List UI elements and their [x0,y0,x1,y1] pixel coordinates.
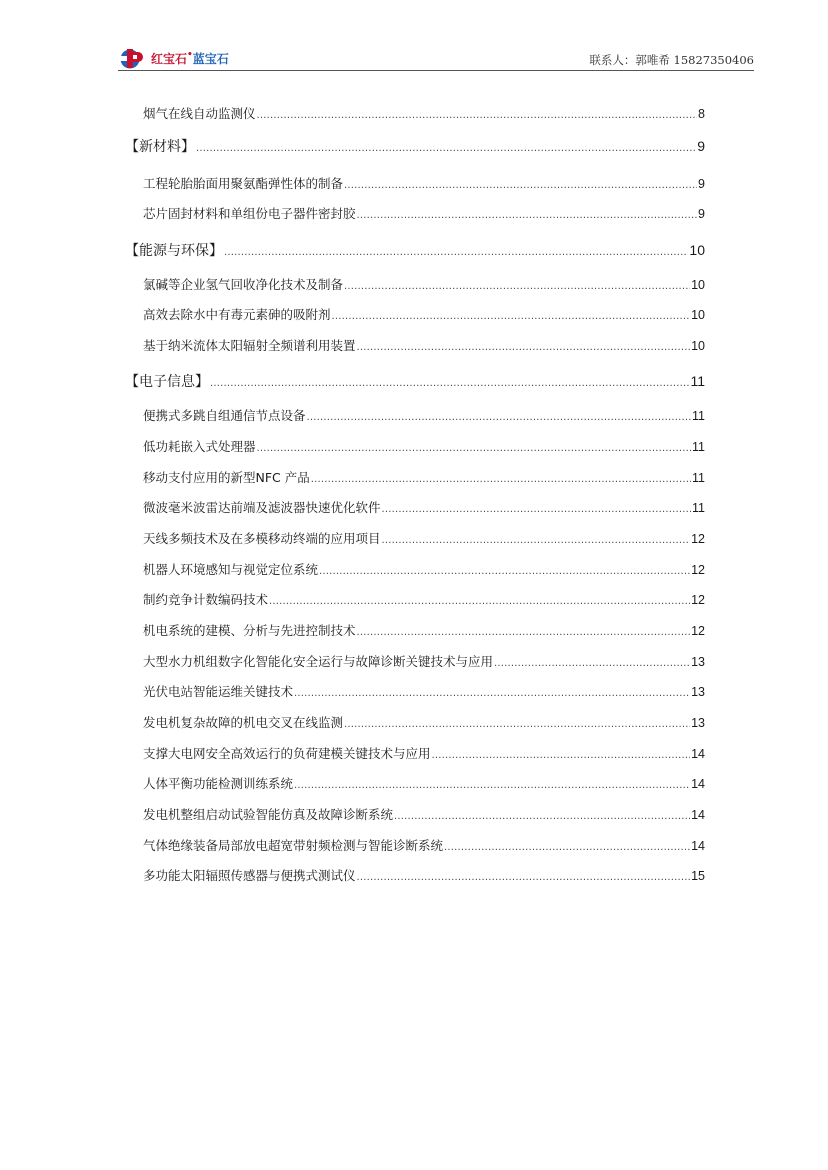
toc-page-number: 11 [692,501,705,515]
toc-page-number: 10 [689,242,705,258]
toc-page-number: 13 [691,716,705,730]
toc-page-number: 9 [698,177,705,191]
toc-leader-dots [344,281,690,292]
toc-entry[interactable] [125,275,705,293]
toc-page-number: 9 [697,138,705,154]
toc-entry[interactable] [125,744,705,762]
toc-entry[interactable] [125,104,705,122]
toc-title: 制约竞争计数编码技术 [143,592,269,607]
page-header [118,44,754,72]
toc-title: 【电子信息】 [125,374,209,390]
toc-title: 氯碱等企业氢气回收净化技术及制备 [143,277,344,292]
toc-page-number: 11 [692,440,705,454]
toc-title: 【能源与环保】 [125,243,223,259]
toc-leader-dots [294,780,690,791]
toc-entry[interactable] [125,652,705,670]
toc-title: 支撑大电网安全高效运行的负荷建模关键技术与应用 [143,746,431,761]
contact-info: 联系人：郭唯希 15827350406 [589,53,754,67]
toc-entry[interactable] [125,590,705,608]
toc-leader-dots [311,474,691,485]
logo-text-sapphire: 蓝宝石 [192,51,229,66]
toc-title: 光伏电站智能运维关键技术 [143,684,294,699]
toc-title: 多功能太阳辐照传感器与便携式测试仪 [143,868,356,883]
toc-leader-dots [319,566,690,577]
company-logo [118,46,229,70]
toc-leader-dots [382,504,692,515]
toc-page-number: 11 [690,373,705,389]
toc-leader-dots [357,210,698,221]
toc-leader-dots [307,412,692,423]
toc-page-number: 13 [691,685,705,699]
toc-leader-dots [257,110,698,121]
toc-entry[interactable] [125,468,705,486]
toc-leader-dots [357,872,691,883]
toc-entry[interactable] [125,836,705,854]
toc-title: 人体平衡功能检测训练系统 [143,776,294,791]
toc-page-number: 12 [691,593,705,607]
toc-leader-dots [196,143,696,154]
toc-page-number: 14 [691,839,705,853]
toc-title: 基于纳米流体太阳辐射全频谱利用装置 [143,338,356,353]
toc-title: 发电机复杂故障的机电交叉在线监测 [143,715,344,730]
toc-page-number: 15 [691,869,705,883]
toc-entry[interactable] [125,336,705,354]
toc-entry[interactable] [125,406,705,424]
toc-leader-dots [432,750,691,761]
toc-title: 低功耗嵌入式处理器 [143,439,256,454]
toc-section[interactable] [125,371,705,391]
logo-text-ruby: 红宝石 [151,51,188,66]
gem-logo-icon [118,46,148,70]
toc-title: 工程轮胎胎面用聚氨酯弹性体的制备 [143,176,344,191]
toc-page-number: 10 [691,278,705,292]
toc-section[interactable] [125,136,705,156]
toc-leader-dots [344,180,697,191]
toc-entry[interactable] [125,174,705,192]
toc-title: 机电系统的建模、分析与先进控制技术 [143,623,356,638]
toc-entry[interactable] [125,498,705,516]
toc-title: 机器人环境感知与视觉定位系统 [143,562,319,577]
toc-page-number: 12 [691,563,705,577]
toc-page-number: 14 [691,747,705,761]
toc-title: 发电机整组启动试验智能仿真及故障诊断系统 [143,807,394,822]
toc-entry[interactable] [125,713,705,731]
toc-title: 高效去除水中有毒元素砷的吸附剂 [143,307,331,322]
toc-entry[interactable] [125,621,705,639]
toc-entry[interactable] [125,682,705,700]
toc-title: 便携式多跳自组通信节点设备 [143,408,306,423]
toc-title: 芯片固封材料和单组份电子器件密封胶 [143,206,356,221]
toc-page-number: 12 [691,624,705,638]
header-divider [118,70,754,71]
toc-page-number: 13 [691,655,705,669]
toc-entry[interactable] [125,529,705,547]
toc-page-number: 10 [691,339,705,353]
toc-entry[interactable] [125,866,705,884]
toc-leader-dots [224,247,688,258]
toc-leader-dots [344,719,690,730]
toc-leader-dots [357,342,691,353]
toc-title: 大型水力机组数字化智能化安全运行与故障诊断关键技术与应用 [143,654,494,669]
toc-leader-dots [394,811,690,822]
toc-leader-dots [357,627,691,638]
toc-entry[interactable] [125,560,705,578]
toc-page-number: 11 [692,409,705,423]
toc-page-number: 12 [691,532,705,546]
toc-leader-dots [269,596,690,607]
toc-page-number: 14 [691,808,705,822]
toc-page-number: 8 [698,107,705,121]
toc-title: 微波毫米波雷达前端及滤波器快速优化软件 [143,500,381,515]
toc-page-number: 14 [691,777,705,791]
toc-leader-dots [444,842,690,853]
toc-leader-dots [332,311,691,322]
toc-entry[interactable] [125,805,705,823]
toc-title: 气体绝缘装备局部放电超宽带射频检测与智能诊断系统 [143,838,444,853]
toc-page-number: 9 [698,207,705,221]
logo-separator: • [187,49,193,60]
toc-leader-dots [494,658,690,669]
toc-title: 移动支付应用的新型NFC 产品 [143,470,310,485]
logo-text [151,50,229,67]
toc-title: 烟气在线自动监测仪 [143,106,256,121]
toc-section[interactable] [125,240,705,260]
toc-page-number: 11 [692,471,705,485]
toc-entry[interactable] [125,305,705,323]
toc-title: 【新材料】 [125,139,195,155]
toc-leader-dots [210,378,689,389]
toc-leader-dots [382,535,691,546]
toc-page-number: 10 [691,308,705,322]
toc-entry[interactable] [125,204,705,222]
toc-title: 天线多频技术及在多模移动终端的应用项目 [143,531,381,546]
toc-entry[interactable] [125,437,705,455]
toc-leader-dots [294,688,690,699]
toc-leader-dots [257,443,692,454]
toc-entry[interactable] [125,774,705,792]
